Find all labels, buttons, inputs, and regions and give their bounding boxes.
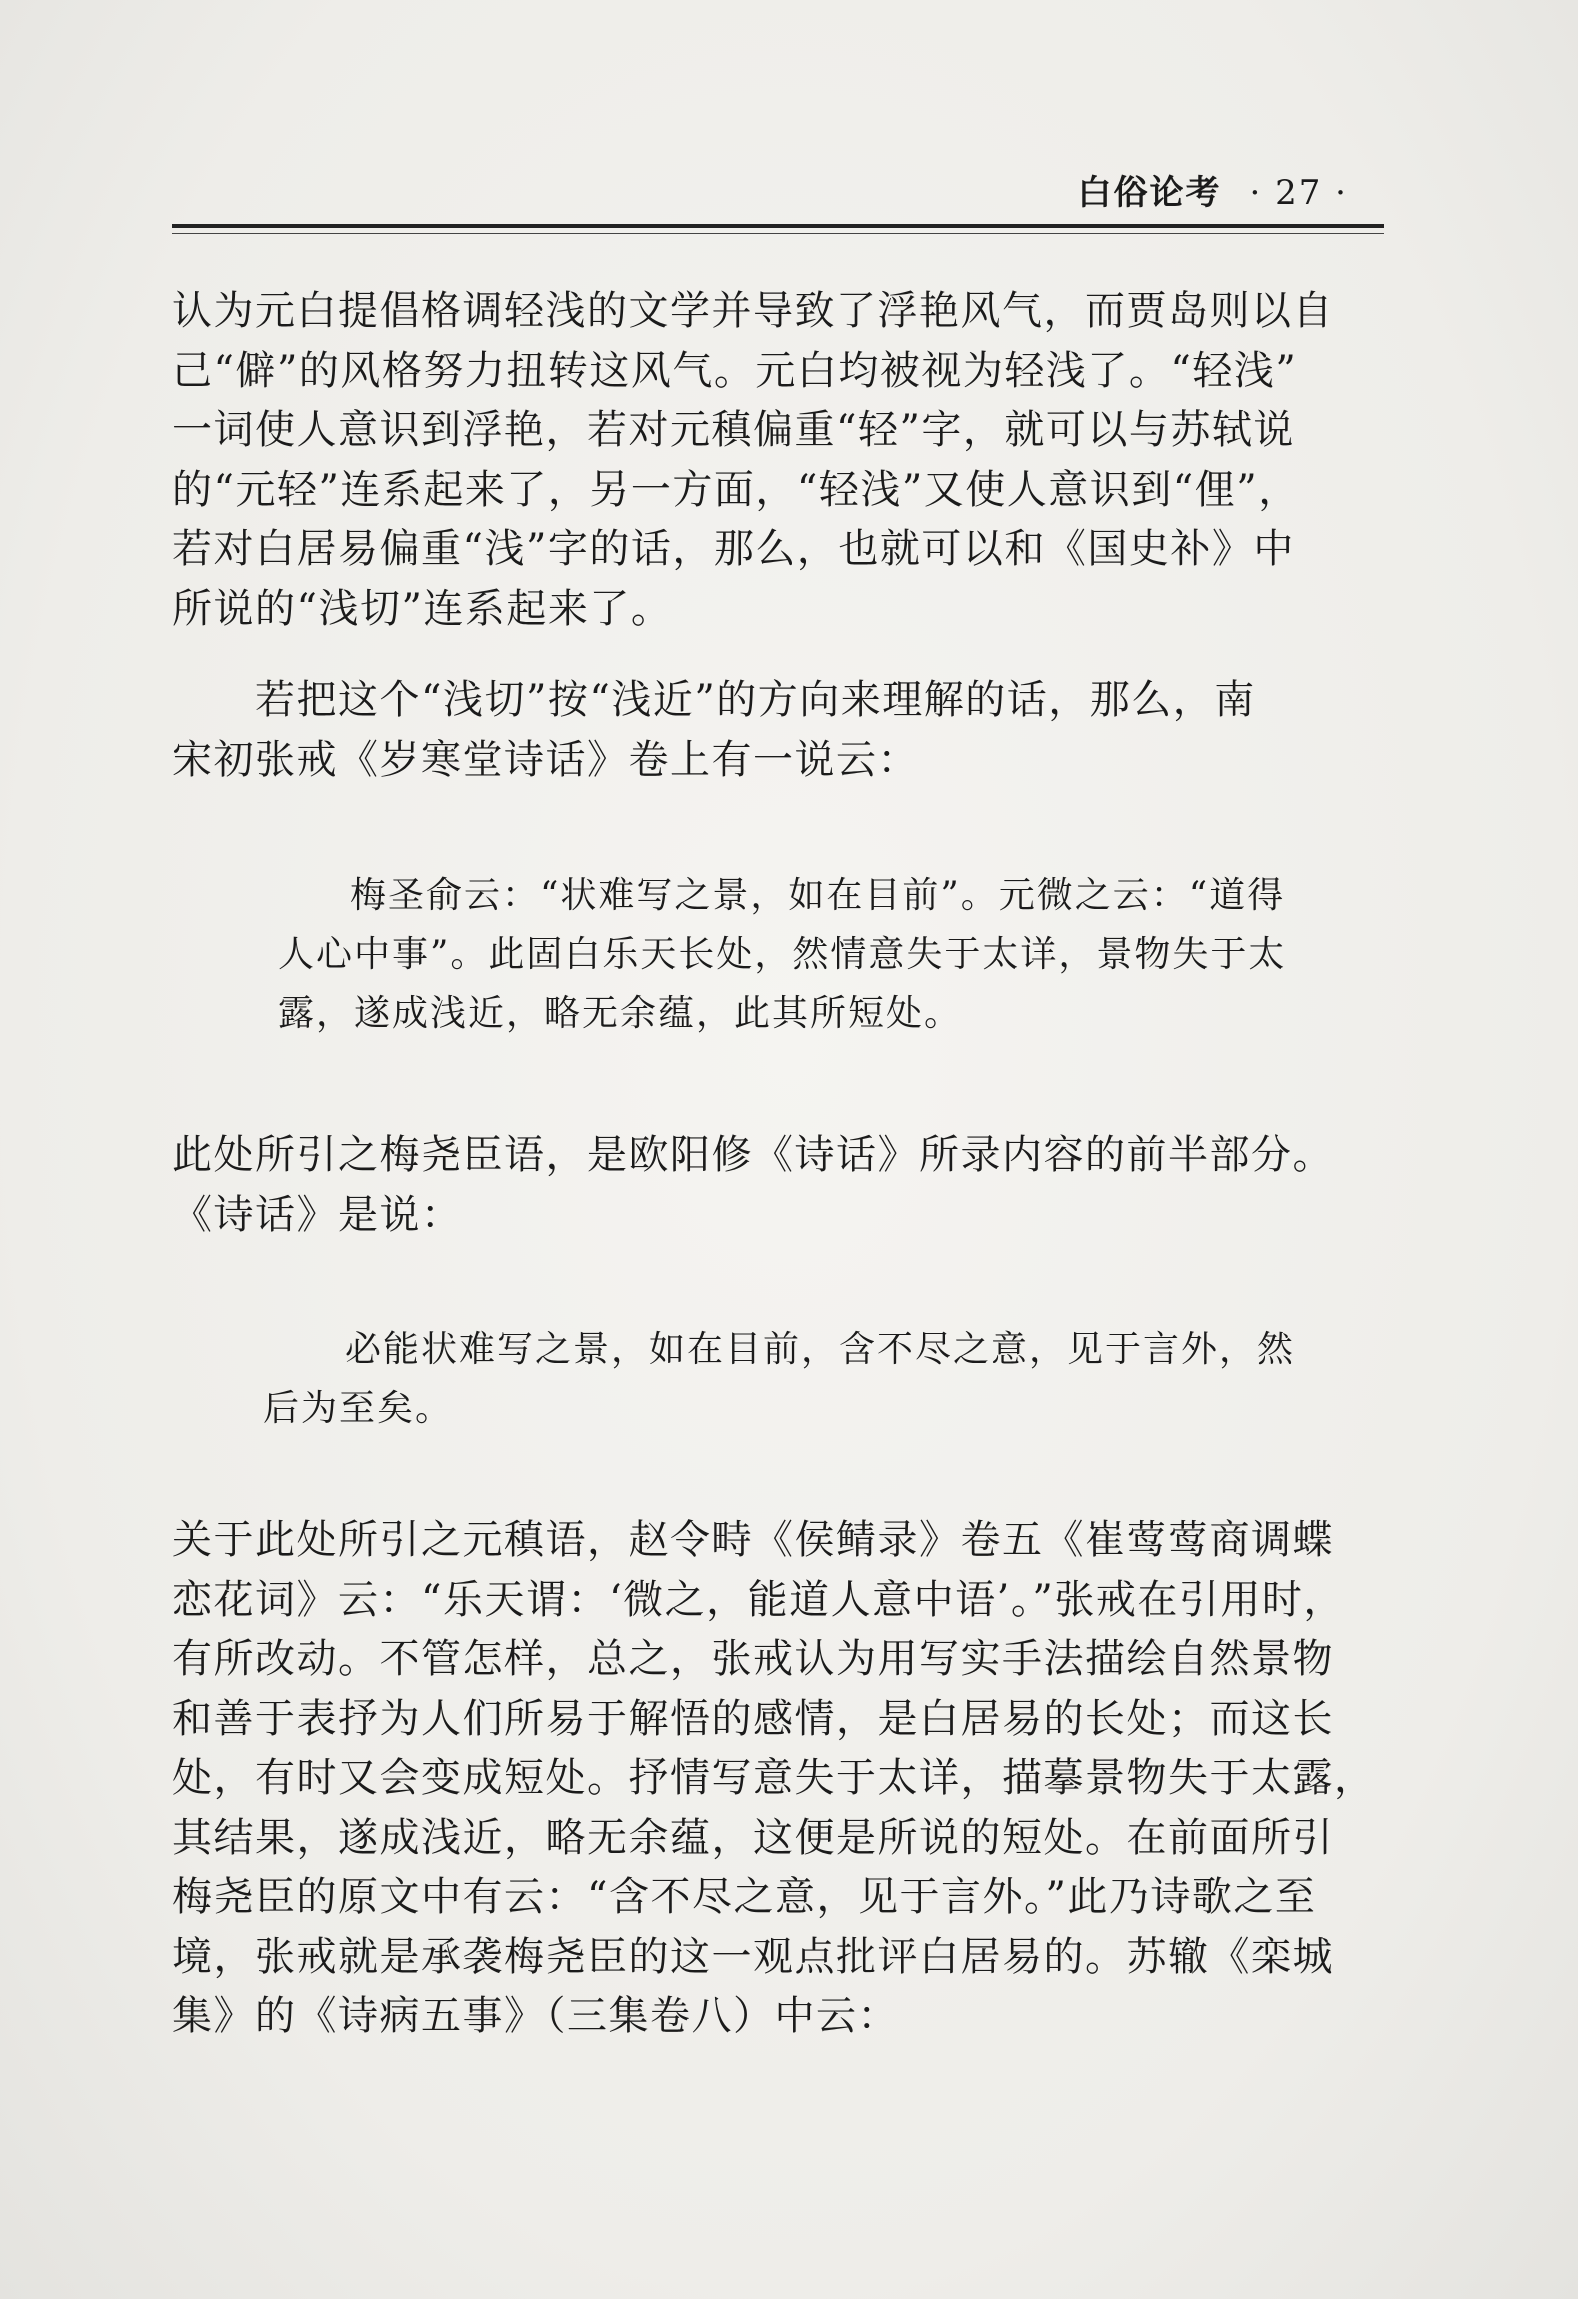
text-line: 境，张戒就是承袭梅尧臣的这一观点批评白居易的。苏辙《栾城 <box>172 1933 1334 1980</box>
text-line: 认为元白提倡格调轻浅的文学并导致了浮艳风气，而贾岛则以自 <box>172 288 1334 334</box>
text-line: 若把这个“浅切”按“浅近”的方向来理解的话，那么，南 <box>172 677 1256 723</box>
quote-line: 露，遂成浅近，略无余蕴，此其所短处。 <box>278 993 963 1034</box>
text-line: 的“元轻”连系起来了，另一方面，“轻浅”又使人意识到“俚”， <box>172 466 1300 513</box>
header-title: 白俗论考 <box>1077 173 1222 213</box>
paragraph-3 <box>172 1126 1392 1245</box>
text-line: 一词使人意识到浮艳，若对元稹偏重“轻”字，就可以与苏轼说 <box>172 407 1295 453</box>
text-line: 处，有时又会变成短处。抒情写意失于太详，描摹景物失于太露， <box>172 1755 1376 1801</box>
text-line: 所说的“浅切”连系起来了。 <box>172 585 673 632</box>
text-line: 《诗话》是说： <box>172 1191 463 1238</box>
text-line: 若对白居易偏重“浅”字的话，那么，也就可以和《国史补》中 <box>172 526 1295 572</box>
block-quote-2 <box>263 1320 1296 1438</box>
quote-line: 人心中事”。此固白乐天长处，然情意失于太详，景物失于太 <box>278 934 1287 975</box>
paragraph-1 <box>172 282 1392 639</box>
block-quote-1 <box>278 866 1287 1043</box>
quote-line: 后为至矣。 <box>263 1388 454 1429</box>
text-line: 恋花词》云：“乐天谓：‘微之，能道人意中语’。”张戒在引用时， <box>172 1576 1345 1623</box>
text-line: 关于此处所引之元稹语，赵令畤《侯鲭录》卷五《崔莺莺商调蝶 <box>172 1517 1334 1563</box>
text-line: 有所改动。不管怎样，总之，张戒认为用写实手法描绘自然景物 <box>172 1636 1334 1682</box>
text-line: 宋初张戒《岁寒堂诗话》卷上有一说云： <box>172 736 919 783</box>
running-header <box>1078 165 1349 214</box>
page-number: · 27 · <box>1249 173 1348 213</box>
paragraph-4 <box>172 1511 1392 2047</box>
header-rule-thin <box>172 233 1384 234</box>
header-rule-thick <box>172 224 1384 228</box>
text-line: 己“僻”的风格努力扭转这风气。元白均被视为轻浅了。“轻浅” <box>172 347 1298 394</box>
text-line: 此处所引之梅尧臣语，是欧阳修《诗话》所录内容的前半部分。 <box>172 1132 1334 1178</box>
text-line: 集》的《诗病五事》（三集卷八）中云： <box>172 1993 899 2039</box>
text-line: 和善于表抒为人们所易于解悟的感情，是白居易的长处；而这长 <box>172 1695 1334 1742</box>
text-line: 其结果，遂成浅近，略无余蕴，这便是所说的短处。在前面所引 <box>172 1814 1334 1861</box>
paragraph-2 <box>172 671 1392 790</box>
quote-line: 必能状难写之景，如在目前，含不尽之意，见于言外，然 <box>345 1329 1296 1370</box>
quote-line: 梅圣俞云：“状难写之景，如在目前”。元微之云：“道得 <box>350 875 1286 916</box>
text-line: 梅尧臣的原文中有云：“含不尽之意，见于言外。”此乃诗歌之至 <box>172 1874 1317 1920</box>
